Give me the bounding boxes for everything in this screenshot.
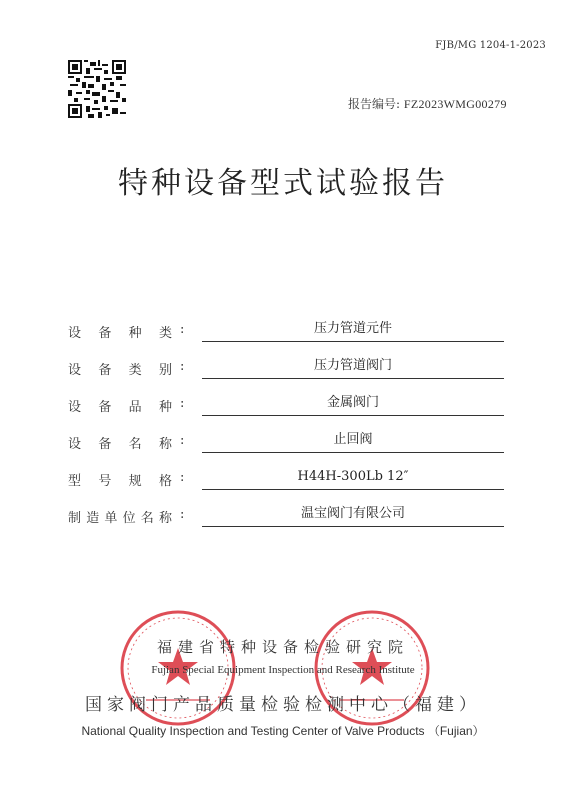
report-number-value: FZ2023WMG00279 (403, 97, 507, 111)
field-row-equipment-variety: 设 备 品 种 : 金属阀门 (68, 392, 504, 429)
issuer-name-cn: 福建省特种设备检验研究院 (156, 638, 409, 656)
report-number (348, 95, 507, 112)
testing-center-name-cn: 国家阀门产品质量检验检测中心（福建） (85, 695, 481, 715)
page-title: 特种设备型式试验报告 (118, 166, 448, 201)
field-value: 压力管道元件 (202, 318, 504, 342)
field-row-equipment-type: 设 备 种 类 : 压力管道元件 (68, 318, 504, 355)
equipment-info-list (68, 318, 504, 540)
field-value: H44H-300Lb 12″ (202, 466, 504, 490)
field-value: 压力管道阀门 (202, 355, 504, 379)
field-value: 金属阀门 (202, 392, 504, 416)
qr-code-icon (68, 60, 126, 118)
issuer-name-en: Fujian Special Equipment Inspection and Research Institute (151, 664, 415, 676)
field-row-manufacturer: 制 造 单 位 名 称 : 温宝阀门有限公司 (68, 503, 504, 540)
field-value: 温宝阀门有限公司 (202, 503, 504, 527)
document-code: FJB/MG 1204-1-2023 (435, 40, 546, 51)
field-value: 止回阀 (202, 429, 504, 453)
field-row-equipment-name: 设 备 名 称 : 止回阀 (68, 429, 504, 466)
field-row-equipment-category: 设 备 类 别 : 压力管道阀门 (68, 355, 504, 392)
field-row-model-spec: 型 号 规 格 : H44H-300Lb 12″ (68, 466, 504, 503)
testing-center-name-en: National Quality Inspection and Testing Center of Valve Products （Fujian） (81, 724, 485, 738)
report-number-label: 报告编号: (348, 97, 401, 111)
